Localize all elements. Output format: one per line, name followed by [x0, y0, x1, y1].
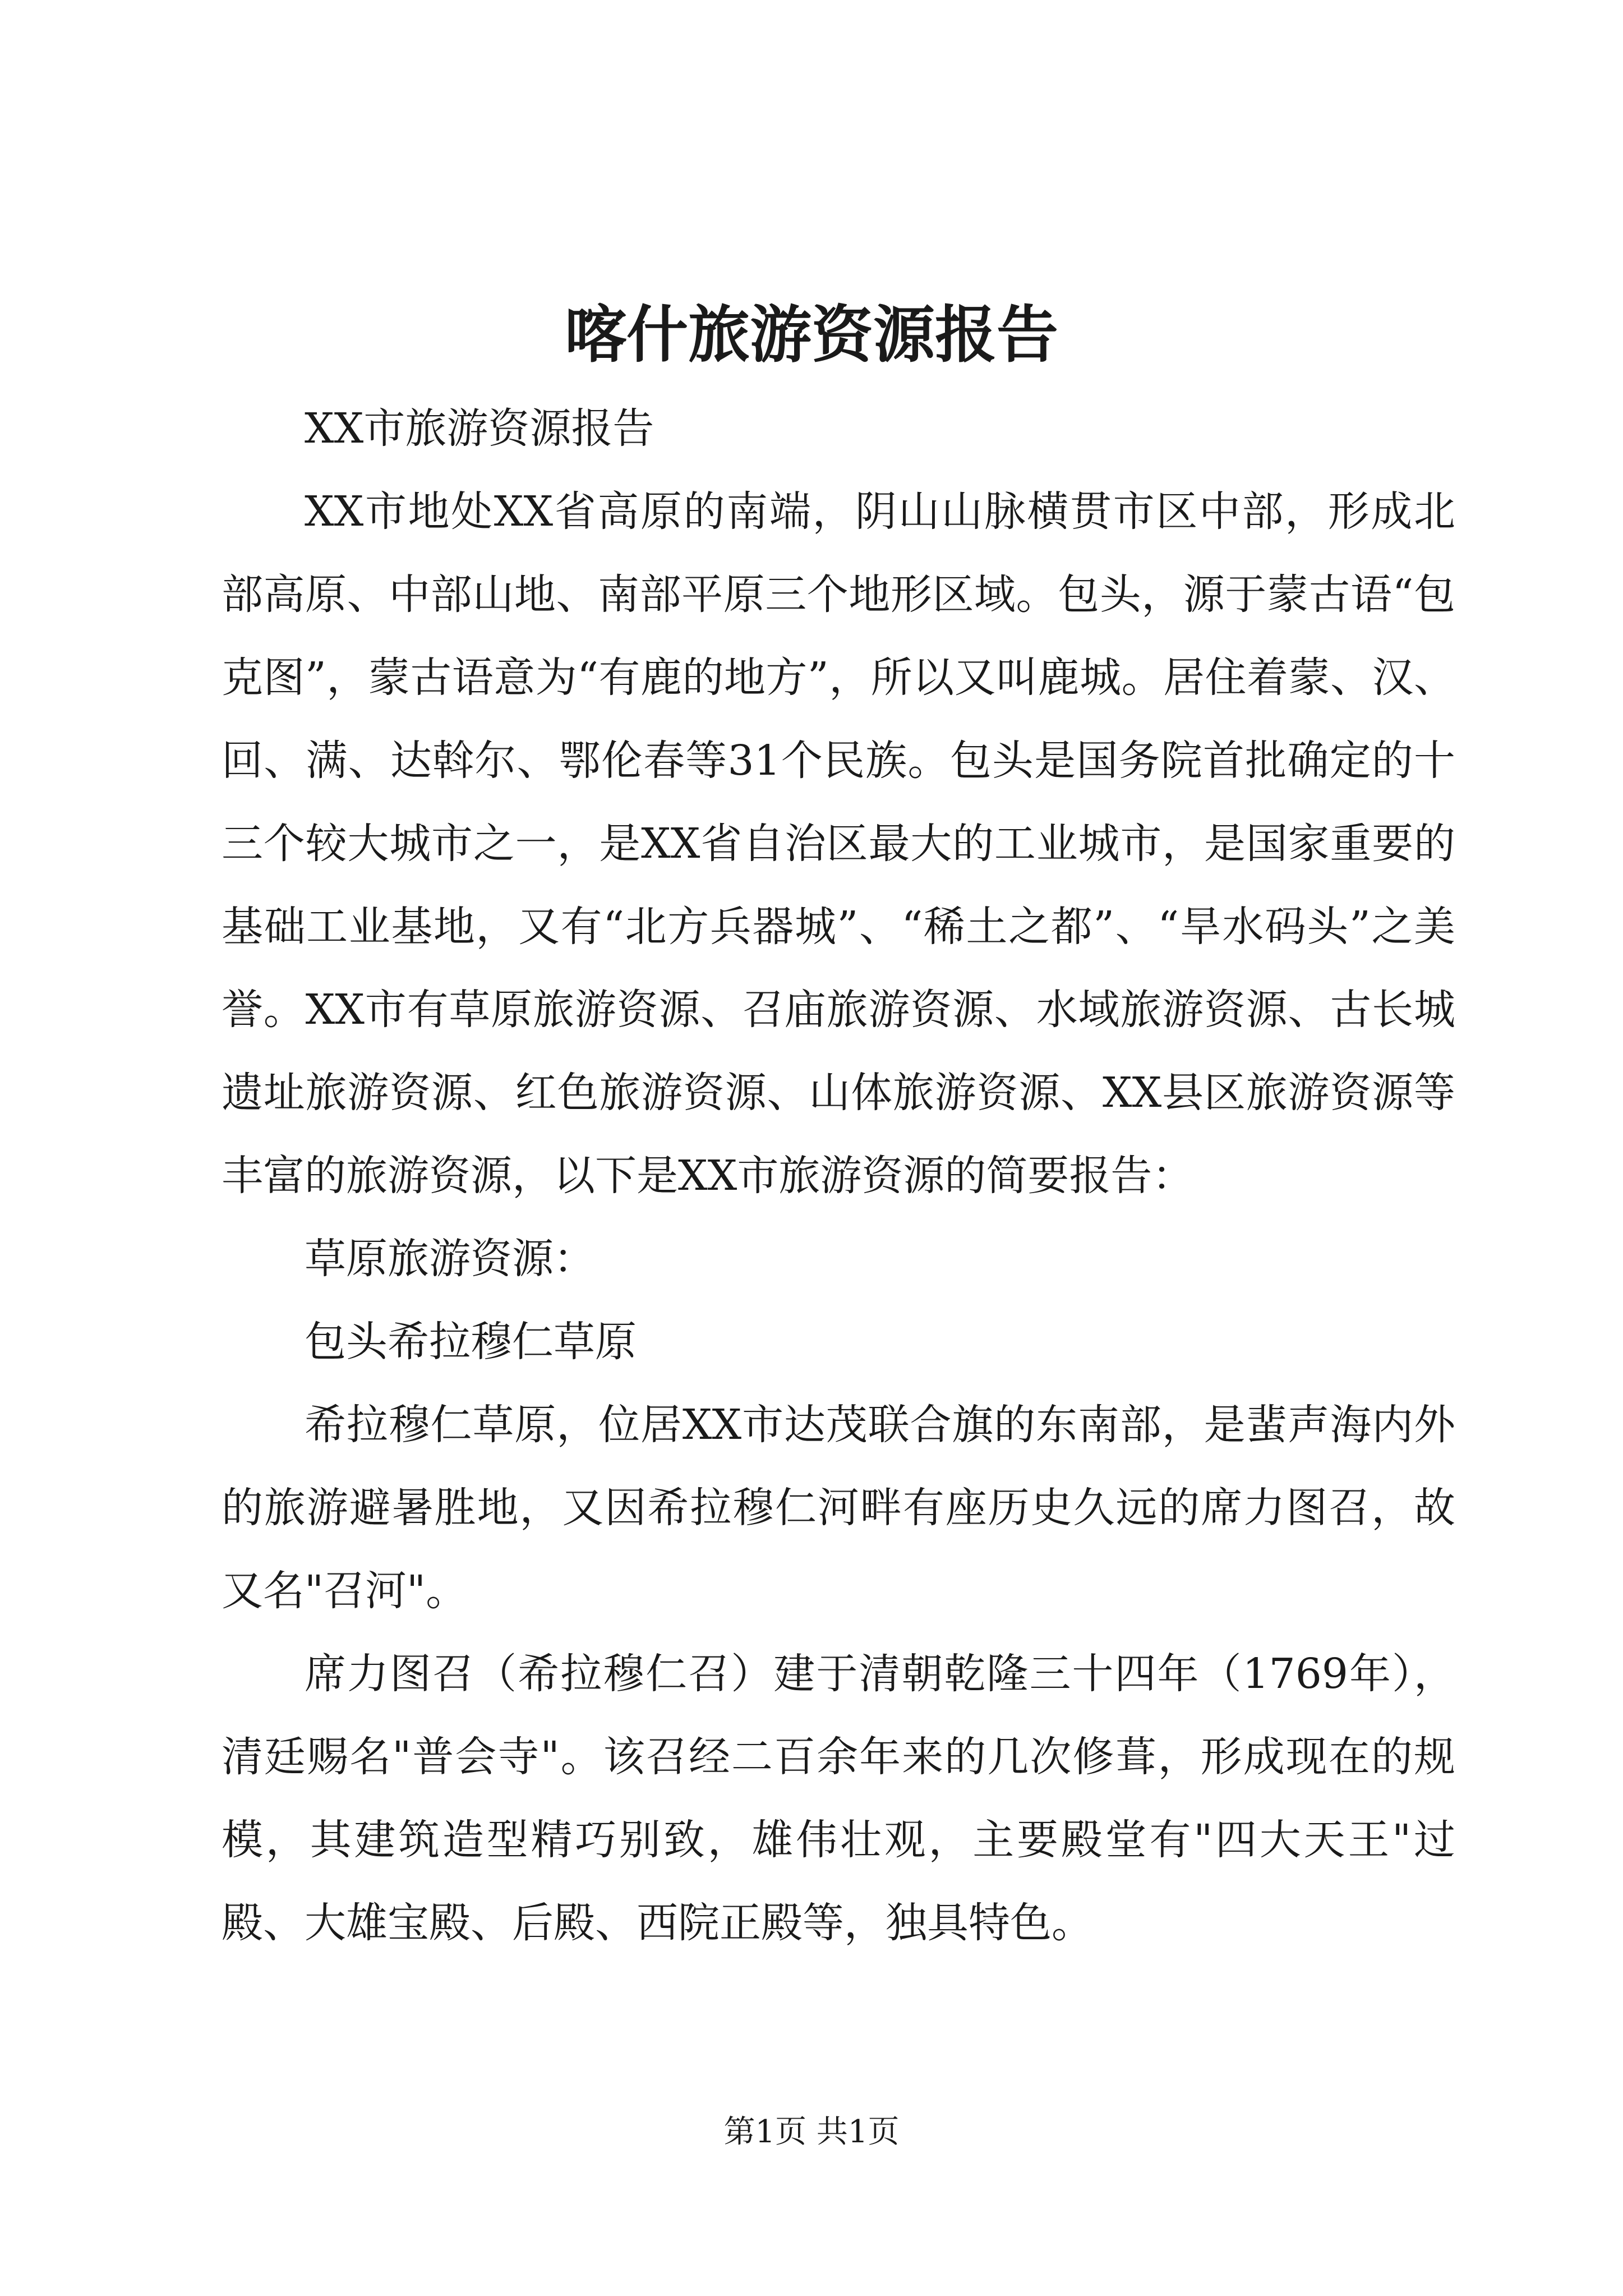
page-footer: 第1页 共1页 — [723, 2114, 900, 2150]
paragraph-overview: XX市地处XX省高原的南端，阴山山脉横贯市区中部，形成北部高原、中部山地、南部平原三个地形区域。包头，源于蒙古语“包克图”，蒙古语意为“有鹿的地方”，所以又叫鹿城。居住着蒙、汉、回、满、达斡尔、鄂伦春等31个民族。包头是国务院首批确定的十三个较大城市之一，是XX省自治区最大的工业城市，是国家重要的基础工业基地，又有“北方兵器城”、“稀土之都”、“旱水码头”之美誉。XX市有草原旅游资源、召庙旅游资源、水域旅游资源、古长城遗址旅游资源、红色旅游资源、山体旅游资源、XX县区旅游资源等丰富的旅游资源，以下是XX市旅游资源的简要报告： — [222, 487, 1455, 1200]
paragraph-grassland: 希拉穆仁草原，位居XX市达茂联合旗的东南部，是蜚声海内外的旅游避暑胜地，又因希拉穆仁河畔有座历史久远的席力图召，故又名"召河"。 — [222, 1401, 1455, 1615]
paragraph-subtitle: XX市旅游资源报告 — [305, 404, 654, 453]
document-body — [222, 387, 1455, 1964]
paragraph-section-heading: 草原旅游资源： — [305, 1235, 595, 1283]
paragraph-temple: 席力图召（希拉穆仁召）建于清朝乾隆三十四年（1769年），清廷赐名"普会寺"。该召经二百余年来的几次修葺，形成现在的规模，其建筑造型精巧别致，雄伟壮观，主要殿堂有"四大天王"过殿、大雄宝殿、后殿、西院正殿等，独具特色。 — [222, 1650, 1455, 1947]
document-title: 喀什旅游资源报告 — [565, 298, 1058, 371]
paragraph-subsection-heading: 包头希拉穆仁草原 — [305, 1318, 637, 1366]
